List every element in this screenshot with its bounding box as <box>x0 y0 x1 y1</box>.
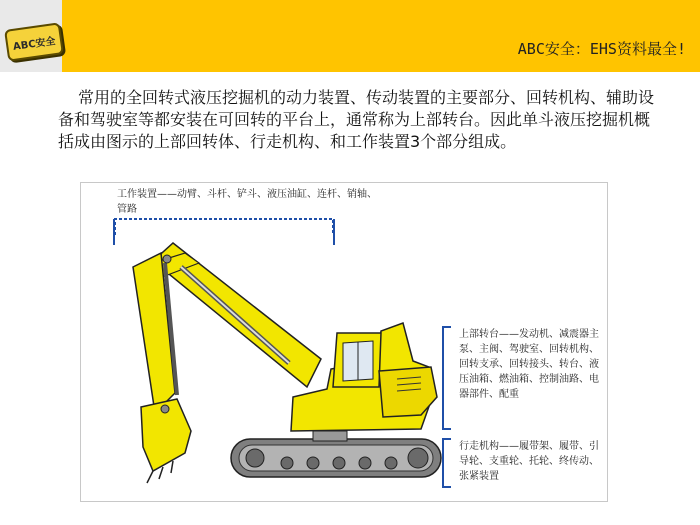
abc-safety-logo: ABC安全 <box>4 22 64 61</box>
upper-turntable-label: 上部转台——发动机、减震器主泵、主阀、驾驶室、回转机构、回转支承、回转接头、转台、液压油箱、燃油箱、控制油路、电器部件、配重 <box>459 329 599 400</box>
logo-area <box>0 0 62 72</box>
crawler-track <box>231 431 441 477</box>
intro-paragraph: 常用的全回转式液压挖掘机的动力装置、传动装置的主要部分、回转机构、辅助设备和驾驶室等都安装在可回转的平台上，通常称为上部转台。因此单斗液压挖掘机概括成由图示的上部回转体、行走机构、和工作装置3个部分组成。 <box>58 88 655 151</box>
work-device-bracket <box>114 219 334 245</box>
excavator-diagram <box>80 182 608 502</box>
upper-body <box>291 323 437 431</box>
travel-mechanism-label: 行走机构——履带架、履带、引导轮、支重轮、托轮、终传动、张紧装置 <box>459 441 599 482</box>
upper-turntable-bracket <box>443 327 451 429</box>
header-bar <box>0 0 700 72</box>
travel-mechanism-bracket <box>443 439 451 487</box>
header-title: ABC安全：EHS资料最全! <box>517 40 686 58</box>
work-device-label: 工作装置——动臂、斗杆、铲斗、液压油缸、连杆、销轴、管路 <box>117 189 377 215</box>
